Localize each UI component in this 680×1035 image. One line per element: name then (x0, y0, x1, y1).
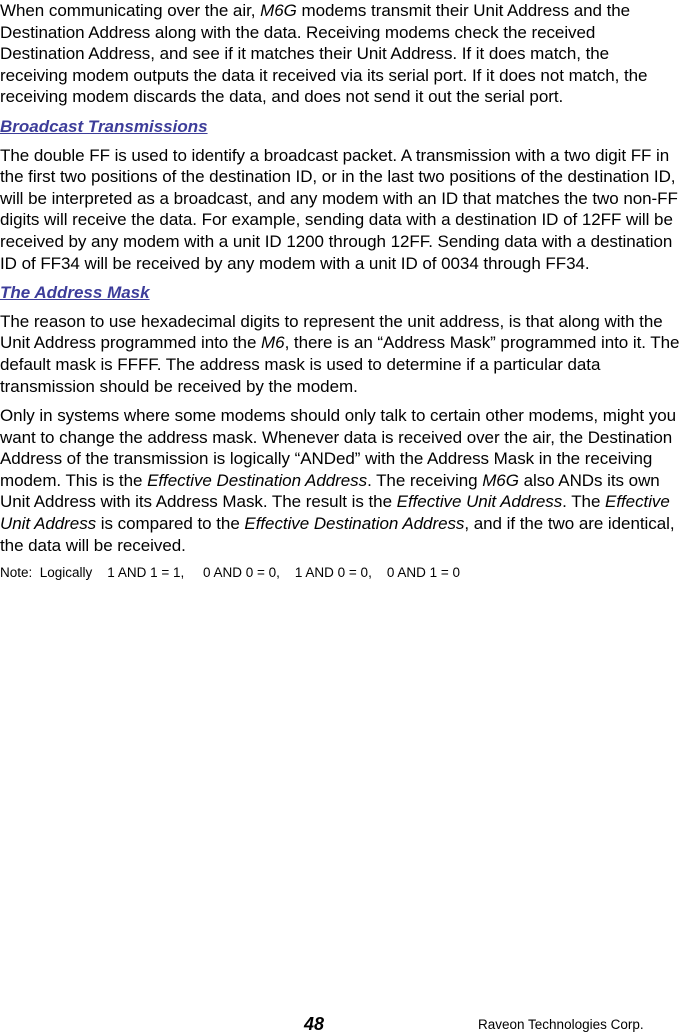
text-run: Only in systems where some modems should only talk to certain other modems, might you want to change the address mask. Whenever data is received over the air, the Destination Address of the transmission is logically “ANDed” with the Address Mask in the receiving modem. This is the (0, 406, 677, 490)
model-name: M6G (260, 1, 297, 20)
broadcast-heading: Broadcast Transmissions (0, 116, 208, 136)
text-run: is compared to the (96, 514, 245, 534)
text-run: When communicating over the air, (0, 1, 261, 20)
term-effective-destination-address: Effective Destination Address (244, 514, 465, 534)
text-run: . The (562, 492, 606, 512)
broadcast-paragraph: The double FF is used to identify a broadcast packet. A transmission with a two digit FF in the first two positions of the destination ID, or in the last two positions of the destination ID, will be interpreted as a broadcast, and any modem with an ID that matches the two non-FF digits will receive the data. For example, sending data with a destination ID of 12FF will be received by any modem with a unit ID 1200 through 12FF. Sending data with a destination ID of FF34 will be received by any modem with a unit ID of 0034 through FF34. (0, 145, 678, 273)
term-effective-destination-address: Effective Destination Address (147, 470, 368, 490)
text-run: The reason to use hexadecimal digits to represent the unit address, is that along with the Unit Address programmed into the (0, 311, 663, 353)
logic-note: Note: Logically 1 AND 1 = 1, 0 AND 0 = 0, 1 AND 0 = 0, 0 AND 1 = 0 (0, 565, 460, 581)
address-mask-paragraph-2 (0, 405, 680, 556)
term-effective-unit-address: Effective Unit Address (0, 492, 670, 534)
term-effective-unit-address: Effective Unit Address (396, 492, 563, 512)
text-run: , there is an “Address Mask” programmed into it. The default mask is FFFF. The address mask is used to determine if a particular data transmission should be received by the modem. (0, 333, 680, 396)
model-name: M6 (261, 333, 285, 353)
address-mask-heading: The Address Mask (0, 283, 150, 303)
address-mask-paragraph-1 (0, 311, 680, 397)
model-name: M6G (482, 470, 519, 490)
page-number: 48 (304, 1014, 325, 1034)
text-run: . The receiving (367, 470, 483, 490)
text-run: , and if the two are identical, the data will be received. (0, 514, 675, 555)
text-run: modems transmit their Unit Address and the Destination Address along with the data. Receiving modems check the received Destination Address, and see if it matches their Unit Address. If it does match, the receiving modem outputs the data it received via its serial port. If it does not match, the receiving modem discards the data, and does not send it out the serial port. (0, 1, 648, 107)
company-name: Raveon Technologies Corp. (478, 1017, 644, 1032)
page-footer (0, 1014, 680, 1034)
intro-paragraph (0, 0, 680, 108)
text-run: also ANDs its own Unit Address with its Address Mask. The result is the (0, 470, 660, 512)
